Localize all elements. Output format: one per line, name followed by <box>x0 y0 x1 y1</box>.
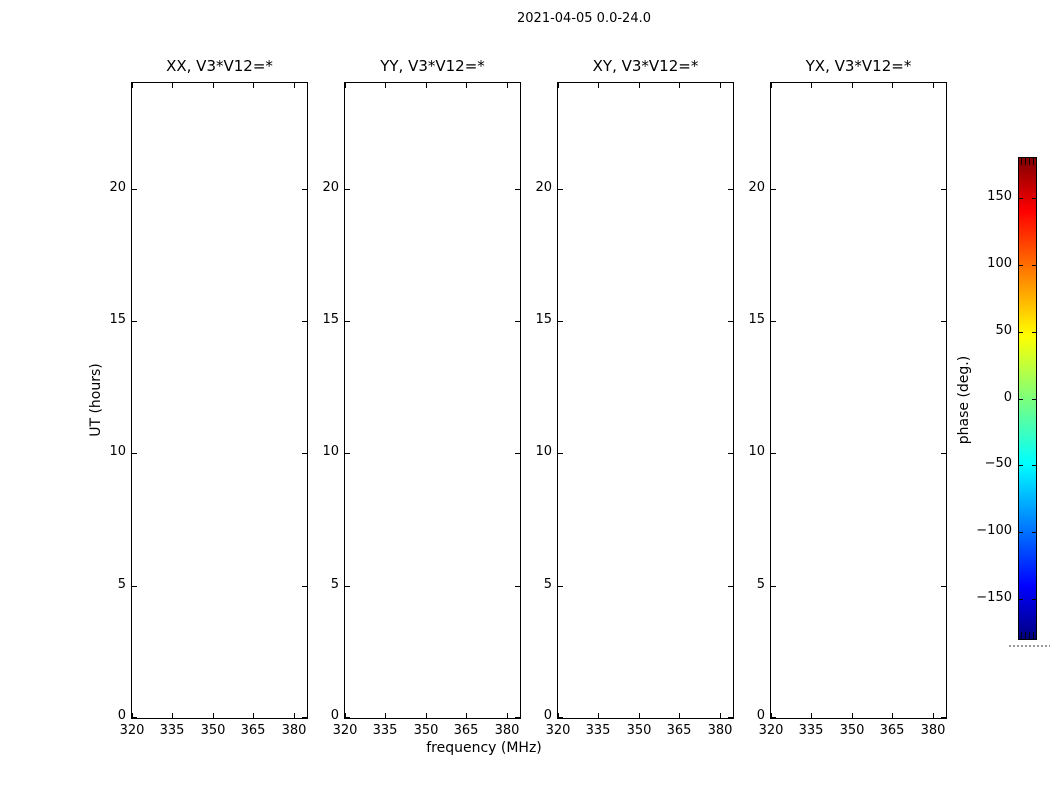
axis-tick <box>294 713 295 718</box>
axis-tick <box>1019 399 1023 400</box>
axis-tick <box>941 453 946 454</box>
colorbar-tick-label: −150 <box>976 590 1012 605</box>
axis-tick <box>771 321 776 322</box>
axis-tick <box>253 713 254 718</box>
colorbar-tick-label: 100 <box>987 256 1012 271</box>
axis-tick <box>1019 332 1023 333</box>
axis-tick <box>771 453 776 454</box>
colorbar-tick-label: −50 <box>984 456 1012 471</box>
axis-tick <box>132 321 137 322</box>
axis-tick <box>941 321 946 322</box>
axis-tick <box>253 83 254 88</box>
axis-tick <box>558 189 563 190</box>
axis-tick <box>941 717 946 718</box>
y-tick-label: 15 <box>109 312 126 327</box>
axis-tick <box>679 83 680 88</box>
axis-tick <box>1019 465 1023 466</box>
x-tick-label: 320 <box>332 723 358 738</box>
colorbar-tick-label: −100 <box>976 523 1012 538</box>
axis-tick <box>385 83 386 88</box>
axis-tick <box>1019 599 1023 600</box>
figure-title: 2021-04-05 0.0-24.0 <box>517 11 651 26</box>
axis-tick <box>1032 599 1036 600</box>
axis-tick <box>811 83 812 88</box>
axis-tick <box>466 83 467 88</box>
y-axis-label: UT (hours) <box>88 363 104 437</box>
axis-tick <box>771 586 776 587</box>
colorbar-tick-label: 150 <box>987 189 1012 204</box>
axis-tick <box>771 189 776 190</box>
axis-tick <box>132 83 133 88</box>
x-tick-label: 350 <box>839 723 865 738</box>
axis-tick <box>598 83 599 88</box>
y-tick-label: 5 <box>330 577 339 592</box>
x-tick-label: 335 <box>372 723 398 738</box>
y-tick-label: 0 <box>117 708 126 723</box>
axis-tick <box>1032 399 1036 400</box>
axis-tick <box>771 717 776 718</box>
axis-tick <box>558 83 559 88</box>
y-tick-label: 20 <box>748 180 765 195</box>
plot-area-xx <box>131 82 308 719</box>
panel-title-xx: XX, V3*V12=* <box>166 57 273 75</box>
y-tick-label: 20 <box>322 180 339 195</box>
colorbar <box>1018 157 1037 640</box>
axis-tick <box>1032 532 1036 533</box>
y-tick-label: 20 <box>535 180 552 195</box>
axis-tick <box>639 713 640 718</box>
y-tick-label: 15 <box>322 312 339 327</box>
x-tick-label: 365 <box>666 723 692 738</box>
y-tick-label: 10 <box>109 444 126 459</box>
x-tick-label: 335 <box>159 723 185 738</box>
colorbar-bottom-dots <box>1009 645 1050 647</box>
colorbar-label: phase (deg.) <box>956 355 972 445</box>
axis-tick <box>639 83 640 88</box>
axis-tick <box>941 586 946 587</box>
axis-tick <box>345 321 350 322</box>
panel-title-xy: XY, V3*V12=* <box>592 57 699 75</box>
axis-tick <box>598 713 599 718</box>
axis-tick <box>1019 198 1023 199</box>
axis-tick <box>852 713 853 718</box>
axis-tick <box>941 189 946 190</box>
axis-tick <box>345 717 350 718</box>
axis-tick <box>771 83 772 88</box>
x-tick-label: 380 <box>494 723 520 738</box>
x-tick-label: 380 <box>281 723 307 738</box>
axis-tick <box>345 453 350 454</box>
axis-tick <box>1019 265 1023 266</box>
axis-tick <box>1032 332 1036 333</box>
panel-title-yy: YY, V3*V12=* <box>380 57 485 75</box>
axis-tick <box>892 83 893 88</box>
axis-tick <box>132 717 137 718</box>
x-tick-label: 380 <box>707 723 733 738</box>
axis-tick <box>811 713 812 718</box>
y-tick-label: 10 <box>535 444 552 459</box>
y-tick-label: 20 <box>109 180 126 195</box>
axis-tick <box>558 453 563 454</box>
axis-tick <box>426 713 427 718</box>
plot-area-xy <box>557 82 734 719</box>
y-tick-label: 5 <box>756 577 765 592</box>
axis-tick <box>345 189 350 190</box>
axis-tick <box>852 83 853 88</box>
axis-tick <box>507 713 508 718</box>
axis-tick <box>933 83 934 88</box>
x-axis-label: frequency (MHz) <box>426 740 542 756</box>
axis-tick <box>679 713 680 718</box>
x-tick-label: 350 <box>413 723 439 738</box>
x-tick-label: 350 <box>200 723 226 738</box>
plot-area-yx <box>770 82 947 719</box>
axis-tick <box>294 83 295 88</box>
axis-tick <box>558 321 563 322</box>
x-tick-label: 365 <box>240 723 266 738</box>
axis-tick <box>1032 465 1036 466</box>
y-tick-label: 10 <box>322 444 339 459</box>
axis-tick <box>507 83 508 88</box>
axis-tick <box>213 713 214 718</box>
axis-tick <box>720 713 721 718</box>
x-tick-label: 335 <box>798 723 824 738</box>
axis-tick <box>172 83 173 88</box>
y-tick-label: 5 <box>117 577 126 592</box>
axis-tick <box>558 717 563 718</box>
axis-tick <box>132 453 137 454</box>
axis-tick <box>1032 198 1036 199</box>
y-tick-label: 0 <box>543 708 552 723</box>
y-tick-label: 15 <box>748 312 765 327</box>
y-tick-label: 0 <box>330 708 339 723</box>
y-tick-label: 15 <box>535 312 552 327</box>
y-tick-label: 0 <box>756 708 765 723</box>
x-tick-label: 350 <box>626 723 652 738</box>
axis-tick <box>385 713 386 718</box>
x-tick-label: 380 <box>920 723 946 738</box>
axis-tick <box>466 713 467 718</box>
x-tick-label: 320 <box>545 723 571 738</box>
x-tick-label: 320 <box>758 723 784 738</box>
plot-area-yy <box>344 82 521 719</box>
axis-tick <box>132 189 137 190</box>
x-tick-label: 320 <box>119 723 145 738</box>
colorbar-tick-label: 50 <box>995 323 1012 338</box>
axis-tick <box>558 586 563 587</box>
axis-tick <box>345 586 350 587</box>
axis-tick <box>720 83 721 88</box>
axis-tick <box>1019 532 1023 533</box>
axis-tick <box>172 713 173 718</box>
axis-tick <box>933 713 934 718</box>
axis-tick <box>892 713 893 718</box>
axis-tick <box>1032 265 1036 266</box>
panel-title-yx: YX, V3*V12=* <box>805 57 912 75</box>
x-tick-label: 335 <box>585 723 611 738</box>
axis-tick <box>345 83 346 88</box>
y-tick-label: 10 <box>748 444 765 459</box>
x-tick-label: 365 <box>453 723 479 738</box>
axis-tick <box>213 83 214 88</box>
axis-tick <box>426 83 427 88</box>
axis-tick <box>132 586 137 587</box>
x-tick-label: 365 <box>879 723 905 738</box>
colorbar-tick-label: 0 <box>1003 390 1012 405</box>
y-tick-label: 5 <box>543 577 552 592</box>
